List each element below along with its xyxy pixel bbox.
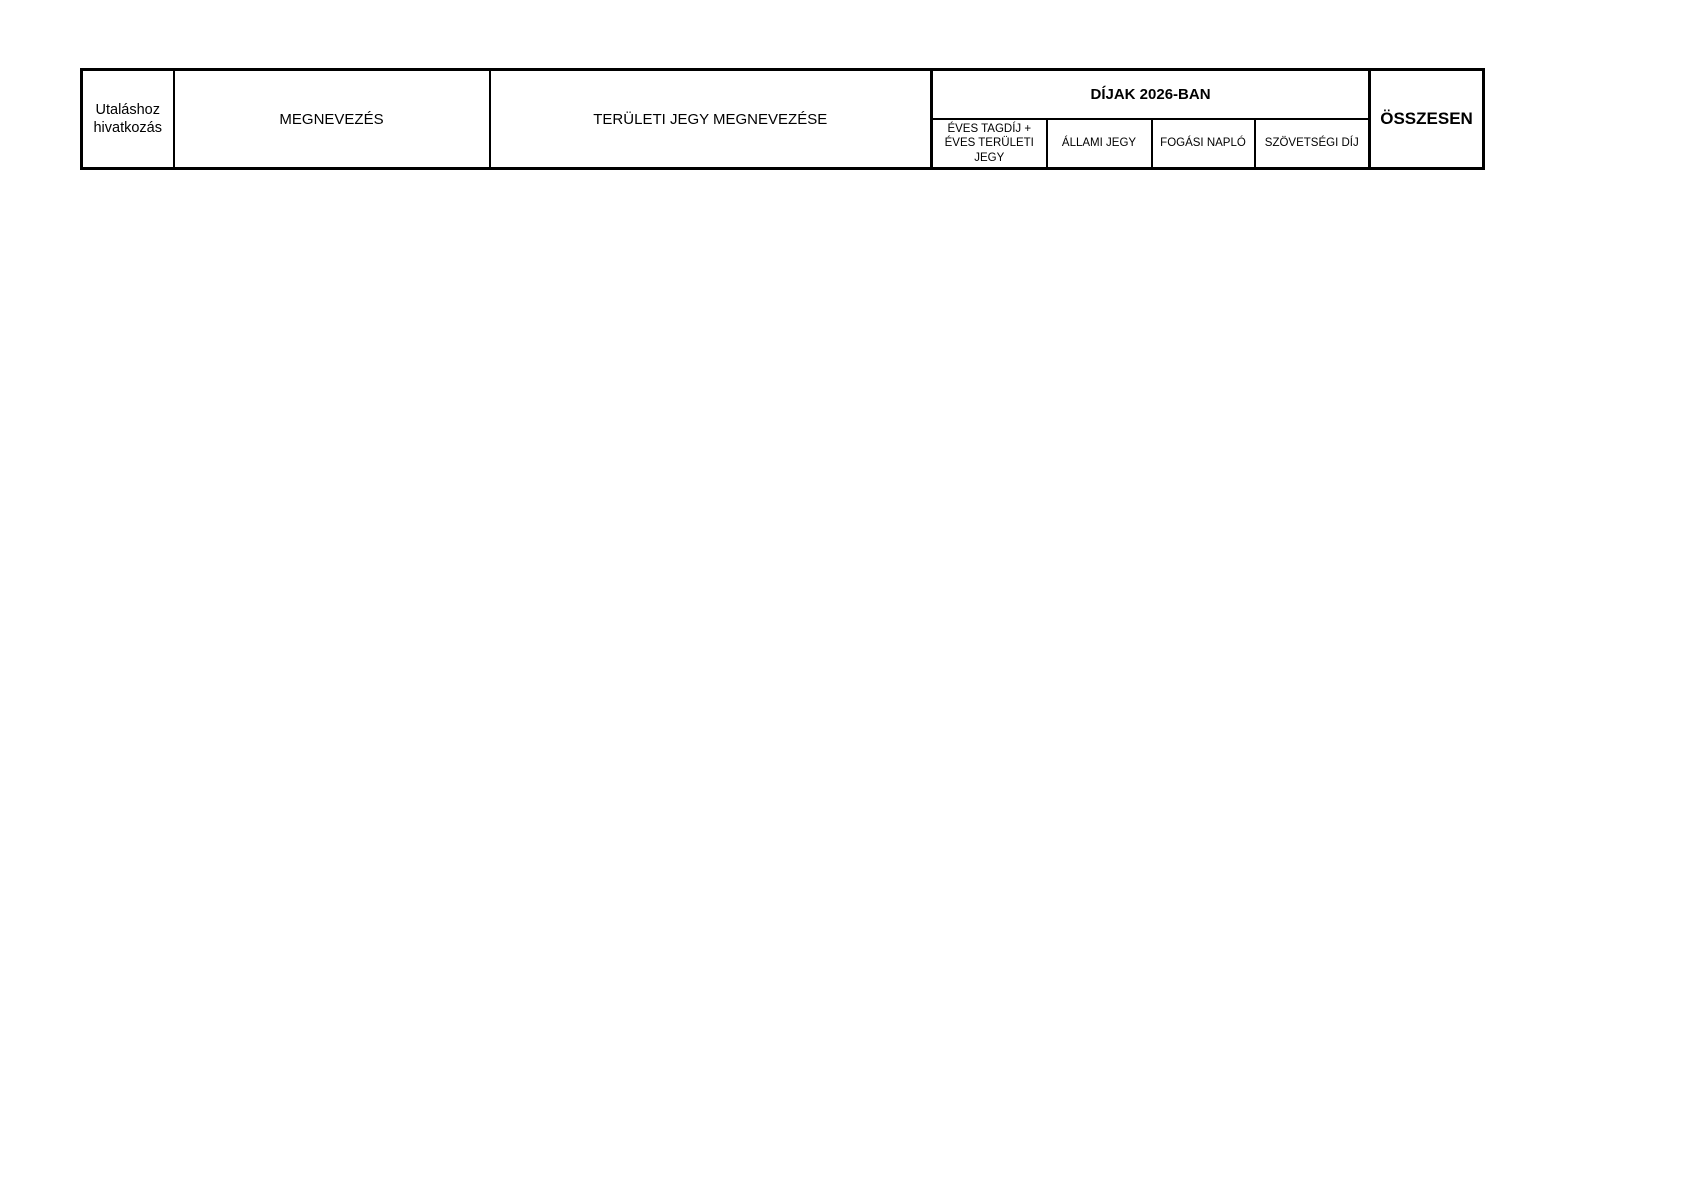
fees-table xyxy=(80,68,1485,170)
header-total: ÖSSZESEN xyxy=(1370,70,1484,169)
header-ticket: TERÜLETI JEGY MEGNEVEZÉSE xyxy=(490,70,932,169)
header-fees-group: DÍJAK 2026-BAN xyxy=(932,70,1370,120)
header-name: MEGNEVEZÉS xyxy=(174,70,490,169)
fee-table-sheet xyxy=(80,68,1485,170)
header-fee-federation: SZÖVETSÉGI DÍJ xyxy=(1255,119,1370,169)
header-fee-membership: ÉVES TAGDÍJ + ÉVES TERÜLETI JEGY xyxy=(932,119,1047,169)
header-ref: Utaláshoz hivatkozás xyxy=(82,70,174,169)
table-header xyxy=(82,70,1484,169)
header-fee-state-ticket: ÁLLAMI JEGY xyxy=(1047,119,1152,169)
header-fee-catch-log: FOGÁSI NAPLÓ xyxy=(1152,119,1255,169)
